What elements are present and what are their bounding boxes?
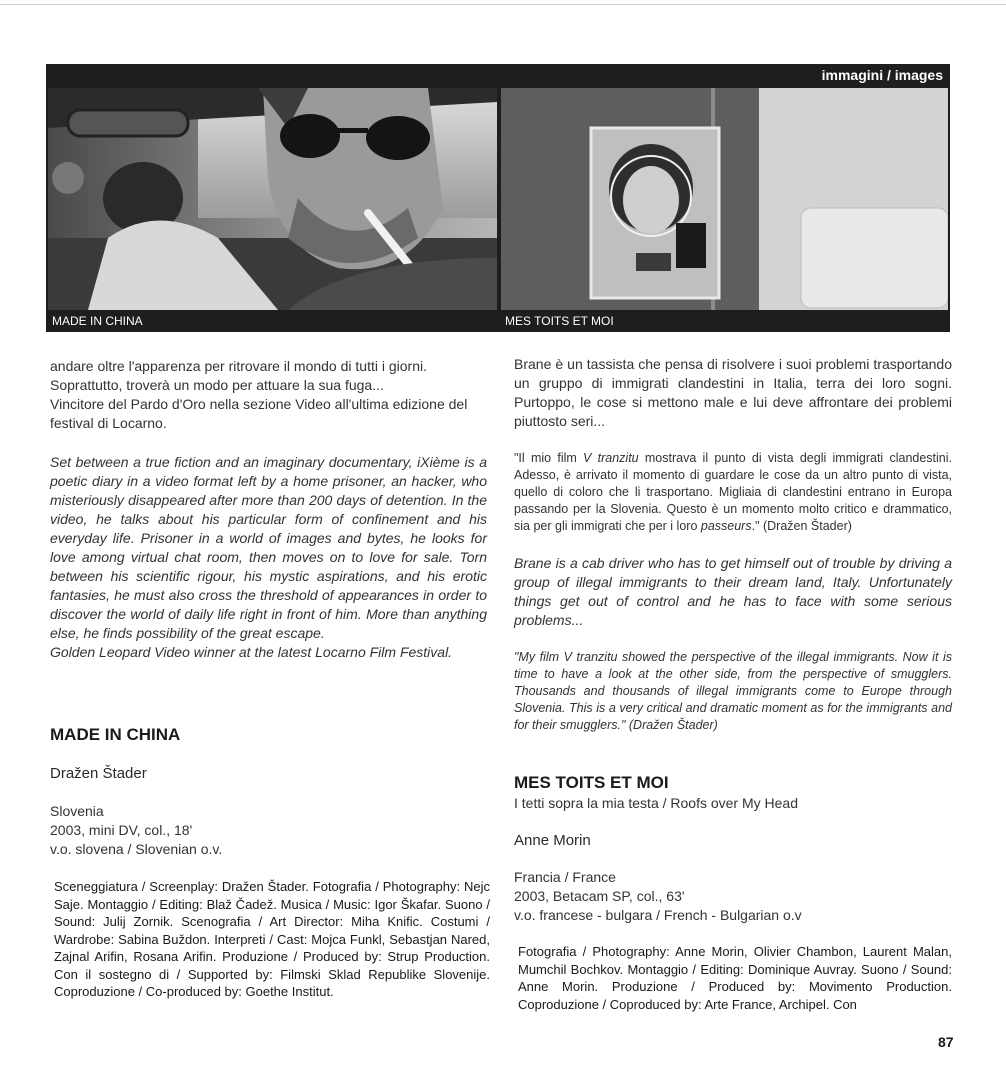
page-number: 87 bbox=[938, 1034, 954, 1050]
film-info-made-in-china bbox=[50, 724, 487, 859]
film-tech: 2003, mini DV, col., 18' bbox=[50, 822, 193, 838]
italian-synopsis: Brane è un tassista che pensa di risolvere i suoi problemi trasportando un gruppo di immigrati clandestini in Italia, terra dei loro sogni. Purtoppo, le cose si mettono male e lui deve affrontare dei problemi piuttosto seri... bbox=[514, 356, 952, 429]
italian-line: andare oltre l'apparenza per ritrovare il mondo di tutti i giorni. bbox=[50, 358, 427, 374]
right-italian-block bbox=[514, 355, 952, 431]
right-english-block bbox=[514, 554, 952, 630]
images-header: immagini / images bbox=[821, 67, 943, 83]
film-director: Dražen Štader bbox=[50, 765, 147, 782]
caption-made-in-china: MADE IN CHINA bbox=[52, 314, 143, 328]
film-tech: 2003, Betacam SP, col., 63' bbox=[514, 888, 685, 904]
images-panel bbox=[46, 64, 950, 332]
right-italian-quote bbox=[514, 450, 952, 535]
film-title: MES TOITS ET MOI bbox=[514, 773, 669, 792]
film-credits-made-in-china bbox=[54, 878, 490, 1001]
film-version: v.o. slovena / Slovenian o.v. bbox=[50, 841, 223, 857]
film-country: Slovenia bbox=[50, 803, 104, 819]
english-synopsis: Brane is a cab driver who has to get himself out of trouble by driving a group of illegal immigrants to their dream land, Italy. Unfortunately things get out of control and he has to face with some serious problems... bbox=[514, 555, 952, 628]
quote-text: "Il mio film bbox=[514, 451, 584, 465]
italian-quote bbox=[514, 450, 952, 535]
still-mes-toits-et-moi bbox=[501, 88, 948, 310]
right-english-quote bbox=[514, 649, 952, 734]
quote-italic-word: passeurs bbox=[700, 519, 752, 533]
quote-text: ." (Dražen Štader) bbox=[751, 519, 852, 533]
film-credits: Sceneggiatura / Screenplay: Dražen Štader. Fotografia / Photography: Nejc Saje. Montaggio / Editing: Blaž Čadež. Musica / Music: Igor Škafar. Suono / Sound: Julij Zornik. Scenografia / Art Director: Miha Knific. Costumi / Wardrobe: Sabina Buždon. Interpreti / Cast: Mojca Funkl, Sebastjan Nared, Zajnal Arifin, Rosana Arifin. Produzione / Produced by: Strup Production. Con il sostegno di / Supported by: Filmski Sklad Republike Slovenije. Coproduzione / Co-produced by: Goethe Institut. bbox=[54, 879, 490, 999]
left-english-block bbox=[50, 453, 487, 662]
film-subtitle: I tetti sopra la mia testa / Roofs over My Head bbox=[514, 795, 799, 811]
english-quote: "My film V tranzitu showed the perspective of the illegal immigrants. Now it is time to have a look at the other side, from the perspective of smugglers. Thousands and thousands of illegal immigrants come to Europe through Slovenia. This is a very critical and dramatic moment as for the immigrants and for their smugglers." (Dražen Štader) bbox=[514, 650, 952, 732]
quote-film-title: V tranzitu bbox=[583, 451, 639, 465]
film-credits: Fotografia / Photography: Anne Morin, Olivier Chambon, Laurent Malan, Mumchil Bochkov. Montaggio / Editing: Dominique Auvray. Suono / Sound: Anne Morin. Produzione / Produced by: Movimento Production. Coproduzione / Coproduced by: Arte France, Archipel. Con bbox=[518, 944, 952, 1012]
quote-text: mostrava il punto di vista degli immigrati clandestini. Adesso, è arrivato il momento di guardare le cose da un altro punto di vista, quello di coloro che li trasportano. Migliaia di clandestini entrano in Europa passando per la Slovenia. Questo è un momento molto critico e drammatico, sia per gli immigrati che per i loro bbox=[514, 451, 952, 533]
film-version: v.o. francese - bulgara / French - Bulgarian o.v bbox=[514, 907, 802, 923]
film-credits-mes-toits-et-moi bbox=[518, 943, 952, 1013]
film-country: Francia / France bbox=[514, 869, 616, 885]
film-info-mes-toits-et-moi bbox=[514, 772, 952, 925]
caption-mes-toits-et-moi: MES TOITS ET MOI bbox=[505, 314, 614, 328]
still-made-in-china bbox=[48, 88, 497, 310]
italian-line: Vincitore del Pardo d'Oro nella sezione Video all'ultima edizione del festival di Locarno. bbox=[50, 396, 468, 431]
english-synopsis: Set between a true fiction and an imaginary documentary, iXième is a poetic diary in a video format left by a home prisoner, an hacker, who misteriously disappeared after more than 200 days of detention. In the video, he talks about his particular form of confinement and his everyday life. Prisoner in a world of images and bytes, he looks for love among virtual chat room, then moves on to love for sale. Torn between his scientific rigour, his mystic aspirations, and his erotic fantasies, he must also cross the threshold of appearances in order to discover the world of daily life right in front of him. More than anything else, he finds possibility of the great escape. bbox=[50, 454, 487, 641]
english-award: Golden Leopard Video winner at the latest Locarno Film Festival. bbox=[50, 644, 453, 660]
film-title: MADE IN CHINA bbox=[50, 725, 181, 744]
left-italian-block bbox=[50, 357, 487, 433]
italian-line: Soprattutto, troverà un modo per attuare la sua fuga... bbox=[50, 377, 384, 393]
film-director: Anne Morin bbox=[514, 832, 591, 849]
top-rule bbox=[0, 4, 1006, 5]
